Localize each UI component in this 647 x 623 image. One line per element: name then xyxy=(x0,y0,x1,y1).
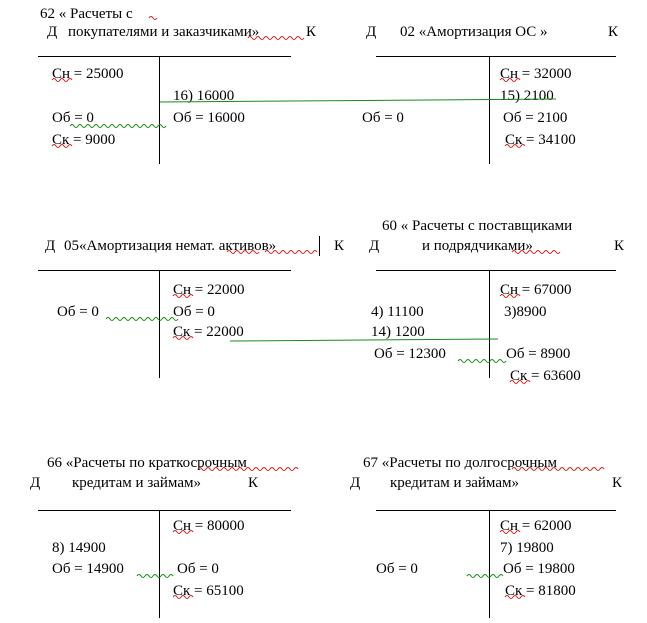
account-60-debit-entry-14: 14) 1200 xyxy=(371,324,425,340)
account-60-credit-label: К xyxy=(614,238,625,254)
account-05-credit-opening: Сн = 22000 xyxy=(173,282,245,298)
account-66-credit-label: К xyxy=(248,475,259,491)
grammar-underline xyxy=(458,355,508,367)
account-05-debit-turnover: Об = 0 xyxy=(57,304,99,320)
grammar-underline xyxy=(70,120,170,132)
account-02-credit-closing: Ск = 34100 xyxy=(505,132,576,148)
account-60-debit-entry-4: 4) 11100 xyxy=(371,304,424,320)
account-60-debit-turnover: Об = 12300 xyxy=(374,346,446,362)
grammar-underline xyxy=(467,570,507,582)
account-60-title-line1: 60 « Расчеты с поставщиками xyxy=(382,218,573,234)
account-67-credit-label: К xyxy=(612,475,623,491)
spelling-underline xyxy=(500,76,522,84)
account-62-horizontal-rule xyxy=(38,56,291,57)
account-62-debit-opening: Сн = 25000 xyxy=(52,66,124,82)
account-60-horizontal-rule xyxy=(376,270,616,271)
spelling-underline xyxy=(227,248,261,256)
account-66-vertical-rule xyxy=(159,510,160,618)
account-05-debit-label: Д xyxy=(45,238,56,254)
spelling-underline xyxy=(510,378,532,386)
spelling-underline xyxy=(52,76,74,84)
account-05-title: 05«Амортизация немат. активов» xyxy=(64,238,277,254)
spelling-underline xyxy=(173,334,195,342)
grammar-underline xyxy=(230,333,500,345)
spelling-underline xyxy=(512,465,606,473)
account-60-credit-opening: Сн = 67000 xyxy=(500,282,572,298)
account-60-credit-closing: Ск = 63600 xyxy=(510,368,581,384)
account-66-credit-opening: Сн = 80000 xyxy=(173,518,245,534)
account-67-horizontal-rule xyxy=(376,510,616,511)
spelling-underline xyxy=(505,142,527,150)
text-cursor xyxy=(319,236,320,256)
account-02-vertical-rule xyxy=(489,56,490,164)
account-66-credit-turnover: Об = 0 xyxy=(177,561,219,577)
account-66-debit-label: Д xyxy=(30,475,41,491)
account-02-horizontal-rule xyxy=(376,56,616,57)
spelling-underline xyxy=(500,292,522,300)
account-66-debit-entry-8: 8) 14900 xyxy=(52,540,106,556)
spelling-underline xyxy=(173,528,195,536)
account-62-title-line1: 62 « Расчеты с xyxy=(40,6,133,22)
spelling-underline xyxy=(52,142,74,150)
grammar-underline xyxy=(160,97,560,109)
account-02-credit-label: К xyxy=(608,24,619,40)
spelling-underline xyxy=(173,593,195,601)
account-62-credit-turnover: Об = 16000 xyxy=(173,110,245,126)
account-02-credit-opening: Сн = 32000 xyxy=(500,66,572,82)
spelling-underline xyxy=(149,14,159,22)
account-67-credit-opening: Сн = 62000 xyxy=(500,518,572,534)
account-60-debit-label: Д xyxy=(369,238,380,254)
account-02-credit-turnover: Об = 2100 xyxy=(503,110,568,126)
account-67-vertical-rule xyxy=(489,510,490,618)
account-02-title: 02 «Амортизация ОС » xyxy=(400,24,548,40)
grammar-underline xyxy=(137,570,177,582)
account-67-title-line2: кредитам и займам» xyxy=(390,475,519,491)
account-02-debit-label: Д xyxy=(366,24,377,40)
account-67-credit-entry-7: 7) 19800 xyxy=(500,540,554,556)
account-05-credit-turnover: Об = 0 xyxy=(173,304,215,320)
account-62-credit-entry-16: 16) 16000 xyxy=(173,88,235,104)
account-66-debit-turnover: Об = 14900 xyxy=(52,561,124,577)
grammar-underline xyxy=(106,313,186,325)
account-67-title-line1: 67 «Расчеты по долгосрочным xyxy=(363,455,557,471)
account-62-debit-label: Д xyxy=(47,24,58,40)
spelling-underline xyxy=(265,248,319,256)
account-66-title-line1: 66 «Расчеты по краткосрочным xyxy=(47,455,247,471)
account-60-credit-turnover: Об = 8900 xyxy=(506,346,571,362)
account-05-credit-label: К xyxy=(334,238,345,254)
spelling-underline xyxy=(248,34,304,42)
account-62-debit-turnover: Об = 0 xyxy=(52,110,94,126)
account-66-horizontal-rule xyxy=(38,510,291,511)
account-67-debit-turnover: Об = 0 xyxy=(376,561,418,577)
account-60-title-line2: и подрядчиками» xyxy=(422,238,533,254)
account-02-credit-entry-15: 15) 2100 xyxy=(500,88,554,104)
account-66-credit-closing: Ск = 65100 xyxy=(173,583,244,599)
account-60-credit-entry-3: 3)8900 xyxy=(504,304,547,320)
account-02-debit-turnover: Об = 0 xyxy=(362,110,404,126)
account-62-credit-label: К xyxy=(306,24,317,40)
account-05-horizontal-rule xyxy=(38,270,291,271)
spelling-underline xyxy=(198,465,298,473)
spelling-underline xyxy=(505,593,527,601)
account-62-debit-closing: Ск = 9000 xyxy=(52,132,116,148)
account-62-vertical-rule xyxy=(159,56,160,164)
account-62-title-line2: покупателями и заказчиками» xyxy=(68,24,260,40)
account-05-credit-closing: Ск = 22000 xyxy=(173,324,244,340)
spelling-underline xyxy=(500,528,522,536)
account-66-title-line2: кредитам и займам» xyxy=(72,475,201,491)
account-67-credit-turnover: Об = 19800 xyxy=(503,561,575,577)
spelling-underline xyxy=(512,248,560,256)
spelling-underline xyxy=(173,292,195,300)
account-67-credit-closing: Ск = 81800 xyxy=(505,583,576,599)
account-67-debit-label: Д xyxy=(350,475,361,491)
